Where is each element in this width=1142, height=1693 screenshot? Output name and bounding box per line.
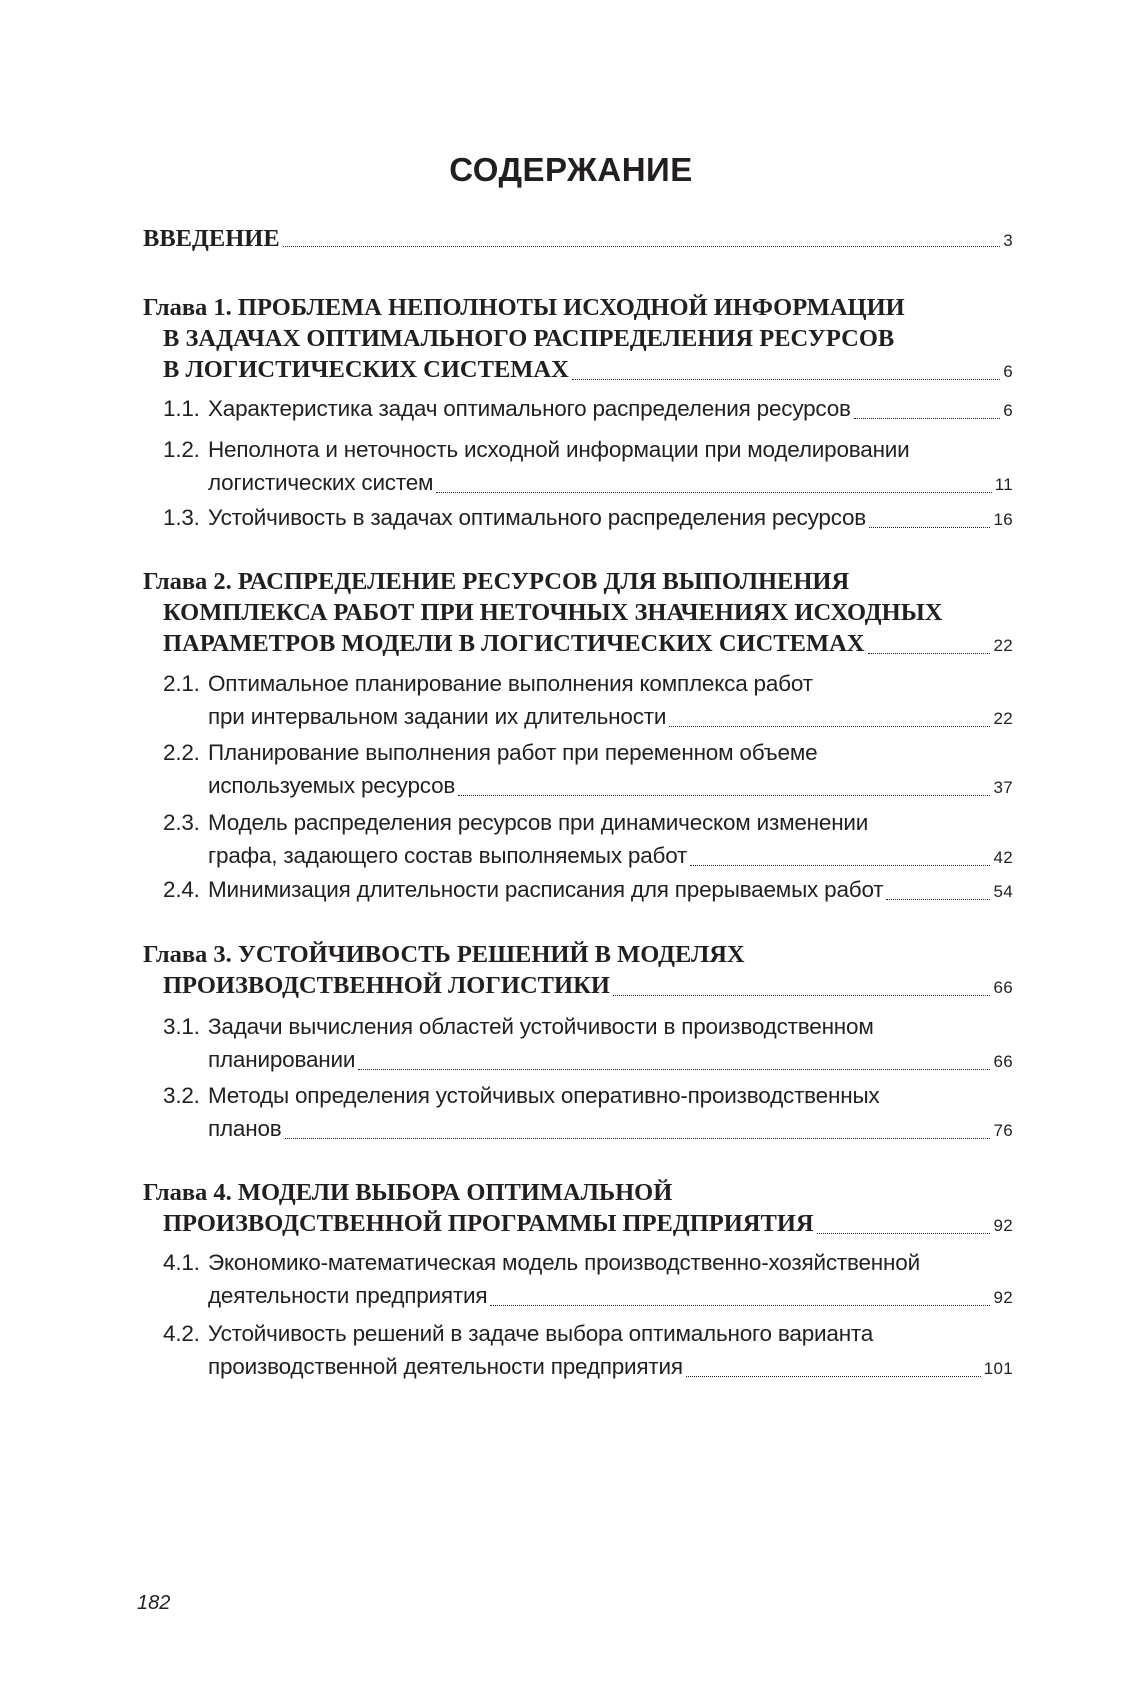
section-title-text: графа, задающего состав выполняемых работ [208,843,688,868]
chapter-heading-line [163,627,1013,663]
dot-leader [436,490,991,493]
toc-section-2-1[interactable] [143,667,1013,729]
chapter-heading-line [163,1207,1013,1243]
page-number: 182 [137,1592,171,1614]
section-title-line [208,1246,1013,1280]
toc-section-1-3[interactable] [143,501,1013,535]
section-title-text: Задачи вычисления областей устойчивости в производственном [208,1014,874,1039]
section-title-line [208,736,1013,770]
section-number: 4.1. [163,1250,200,1275]
chapter-heading-line [163,596,1013,630]
chapter-heading-text: ПАРАМЕТРОВ МОДЕЛИ В ЛОГИСТИЧЕСКИХ СИСТЕМАХ [163,630,865,657]
section-title-page: 76 [993,1121,1013,1140]
section-title-page: 92 [993,1288,1013,1307]
dot-leader [285,1136,991,1139]
dot-leader [572,377,1000,380]
toc-section-2-4[interactable] [143,873,1013,907]
toc-section-4-1[interactable] [143,1246,1013,1308]
section-title-line [208,873,1013,909]
section-title-line [208,1317,1013,1351]
page-title: СОДЕРЖАНИЕ [449,151,693,188]
dot-leader [886,897,990,900]
section-number: 1.3. [163,505,200,530]
section-title-text: Оптимальное планирование выполнения комплекса работ [208,671,813,696]
section-title-page: 37 [993,778,1013,797]
section-number: 1.1. [163,396,200,421]
section-title-text: при интервальном задании их длительности [208,704,667,729]
section-number: 2.3. [163,810,200,835]
chapter-heading-text: ПРОИЗВОДСТВЕННОЙ ЛОГИСТИКИ [163,972,610,999]
section-title-page: 42 [993,848,1013,867]
section-title-line [208,1279,1013,1315]
section-title-text: Устойчивость решений в задаче выбора оптимального варианта [208,1321,874,1346]
section-number: 3.2. [163,1083,200,1108]
section-title-text: деятельности предприятия [208,1283,488,1308]
section-title-line [208,433,1013,467]
dot-leader [613,993,991,996]
toc-entry-intro[interactable] [143,222,1013,256]
section-title-line [208,1010,1013,1044]
chapter-heading-page: 6 [1003,362,1013,381]
section-title-line [208,806,1013,840]
dot-leader [490,1303,990,1306]
section-number: 3.1. [163,1014,200,1039]
dot-leader [854,416,1000,419]
chapter-heading-text: Глава 1. ПРОБЛЕМА НЕПОЛНОТЫ ИСХОДНОЙ ИНФОРМАЦИИ [143,294,905,321]
intro-page: 3 [1003,231,1013,250]
section-title-text: планов [208,1116,282,1141]
section-title-line [208,1079,1013,1113]
section-title-line [208,769,1013,805]
section-title-page: 101 [983,1359,1013,1378]
chapter-heading-line [143,938,1013,972]
section-title-text: Методы определения устойчивых оперативно-производственных [208,1083,880,1108]
dot-leader [868,651,991,654]
dot-leader [817,1231,991,1234]
dot-leader [458,793,990,796]
section-title-page: 66 [993,1052,1013,1071]
toc-section-1-2[interactable] [143,433,1013,495]
dot-leader [690,863,990,866]
dot-leader [686,1374,981,1377]
dot-leader [669,724,990,727]
section-title-text: Неполнота и неточность исходной информации при моделировании [208,437,910,462]
chapter-heading-text: ПРОИЗВОДСТВЕННОЙ ПРОГРАММЫ ПРЕДПРИЯТИЯ [163,1210,814,1237]
toc-section-2-3[interactable] [143,806,1013,868]
section-number: 1.2. [163,437,200,462]
dot-leader [869,525,990,528]
section-title-line [208,700,1013,736]
chapter-heading-text: В ЛОГИСТИЧЕСКИХ СИСТЕМАХ [163,356,569,383]
toc-section-4-2[interactable] [143,1317,1013,1379]
section-title-line [208,392,1013,428]
section-number: 2.4. [163,877,200,902]
section-number: 2.2. [163,740,200,765]
chapter-heading-line [143,1176,1013,1210]
toc-section-1-1[interactable] [143,392,1013,426]
chapter-heading-page: 22 [993,636,1013,655]
section-title-text: Устойчивость в задачах оптимального распределения ресурсов [208,505,867,530]
section-title-text: Планирование выполнения работ при переменном объеме [208,740,818,765]
dot-leader [283,244,1001,247]
dot-leader [358,1067,990,1070]
section-title-page: 6 [1003,401,1013,420]
chapter-heading-text: Глава 3. УСТОЙЧИВОСТЬ РЕШЕНИЙ В МОДЕЛЯХ [143,941,745,968]
section-title-page: 22 [993,709,1013,728]
section-title-line [208,1112,1013,1148]
chapter-heading-text: Глава 4. МОДЕЛИ ВЫБОРА ОПТИМАЛЬНОЙ [143,1179,673,1206]
chapter-heading-text: В ЗАДАЧАХ ОПТИМАЛЬНОГО РАСПРЕДЕЛЕНИЯ РЕСУРСОВ [163,325,895,352]
section-title-text: логистических систем [208,470,434,495]
section-number: 4.2. [163,1321,200,1346]
toc-section-2-2[interactable] [143,736,1013,798]
section-title-text: Характеристика задач оптимального распределения ресурсов [208,396,851,421]
section-title-line [208,839,1013,875]
section-title-text: планировании [208,1047,356,1072]
section-title-page: 11 [994,475,1013,494]
section-title-text: используемых ресурсов [208,773,456,798]
chapter-heading-line [163,969,1013,1005]
toc-section-3-1[interactable] [143,1010,1013,1072]
section-title-text: Экономико-математическая модель производственно-хозяйственной [208,1250,920,1275]
chapter-heading-text: Глава 2. РАСПРЕДЕЛЕНИЕ РЕСУРСОВ ДЛЯ ВЫПОЛНЕНИЯ [143,568,850,595]
section-title-page: 54 [993,882,1013,901]
section-title-text: Минимизация длительности расписания для прерываемых работ [208,877,884,902]
section-number: 2.1. [163,671,200,696]
section-title-text: Модель распределения ресурсов при динамическом изменении [208,810,869,835]
chapter-heading-line [163,322,1013,356]
section-title-line [208,667,1013,701]
toc-section-3-2[interactable] [143,1079,1013,1141]
section-title-text: производственной деятельности предприятия [208,1354,683,1379]
section-title-line [208,466,1013,502]
chapter-heading-page: 66 [993,978,1013,997]
chapter-heading-page: 92 [993,1216,1013,1235]
chapter-heading-line [143,565,1013,599]
chapter-heading-text: КОМПЛЕКСА РАБОТ ПРИ НЕТОЧНЫХ ЗНАЧЕНИЯХ ИСХОДНЫХ [163,599,943,626]
intro-label: ВВЕДЕНИЕ [143,225,280,252]
section-title-line [208,501,1013,537]
section-title-page: 16 [993,510,1013,529]
section-title-line [208,1043,1013,1079]
chapter-heading-line [143,291,1013,325]
section-title-line [208,1350,1013,1386]
chapter-heading-line [163,353,1013,389]
